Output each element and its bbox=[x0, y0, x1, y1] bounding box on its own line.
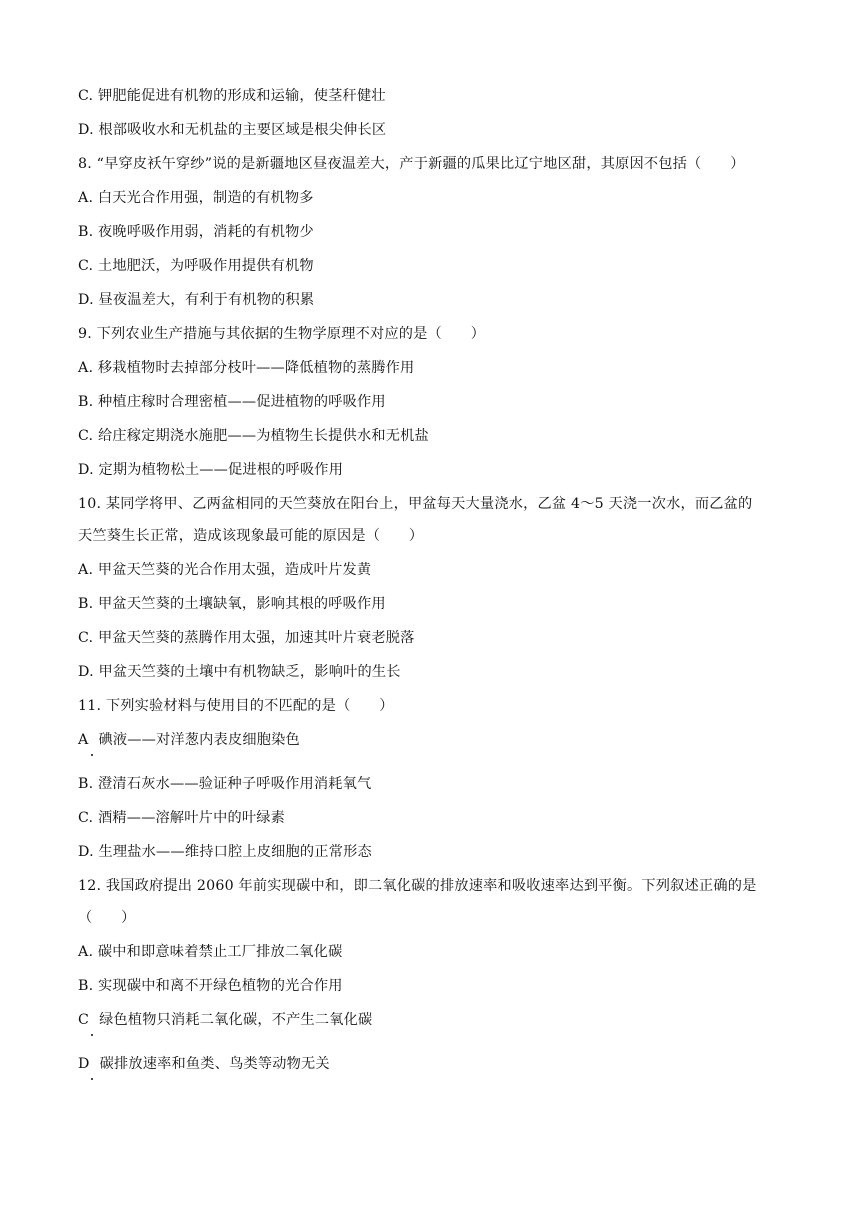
q11-option-d: D. 生理盐水——维持口腔上皮细胞的正常形态 bbox=[78, 844, 372, 860]
q9-option-c: C. 给庄稼定期浇水施肥——为植物生长提供水和无机盐 bbox=[78, 428, 429, 444]
q10-option-d: D. 甲盆天竺葵的土壤中有机物缺乏，影响叶的生长 bbox=[78, 664, 401, 680]
option-text: 碳排放速率和鱼类、鸟类等动物无关 bbox=[99, 1056, 330, 1072]
q10-option-c: C. 甲盆天竺葵的蒸腾作用太强，加速其叶片衰老脱落 bbox=[78, 630, 415, 646]
q10-stem-line2: 天竺葵生长正常，造成该现象最可能的原因是（ ） bbox=[78, 528, 424, 544]
option-letter bbox=[78, 1054, 90, 1074]
q9-stem: 9. 下列农业生产措施与其依据的生物学原理不对应的是（ ） bbox=[78, 326, 486, 342]
q12-option-b: B. 实现碳中和离不开绿色植物的光合作用 bbox=[78, 978, 343, 994]
q8-option-d: D. 昼夜温差大，有利于有机物的积累 bbox=[78, 292, 315, 308]
q12-option-c bbox=[78, 1010, 372, 1030]
option-text: 绿色植物只消耗二氧化碳，不产生二氧化碳 bbox=[99, 1012, 373, 1028]
q12-stem-line1: 12. 我国政府提出 2060 年前实现碳中和，即二氧化碳的排放速率和吸收速率达到平衡。下列叙述正确的是 bbox=[78, 878, 757, 894]
q8-option-b: B. 夜晚呼吸作用弱，消耗的有机物少 bbox=[78, 224, 314, 240]
q8-option-a: A. 白天光合作用强，制造的有机物多 bbox=[78, 190, 314, 206]
option-text: 碘液——对洋葱内表皮细胞染色 bbox=[98, 732, 300, 748]
q11-stem: 11. 下列实验材料与使用目的不匹配的是（ ） bbox=[78, 698, 394, 714]
q12-stem-line2: （ ） bbox=[78, 910, 136, 926]
q10-option-a: A. 甲盆天竺葵的光合作用太强，造成叶片发黄 bbox=[78, 562, 372, 578]
q8-option-c: C. 土地肥沃，为呼吸作用提供有机物 bbox=[78, 258, 314, 274]
prev-option-c: C. 钾肥能促进有机物的形成和运输，使茎秆健壮 bbox=[78, 88, 386, 104]
q10-stem-line1: 10. 某同学将甲、乙两盆相同的天竺葵放在阳台上，甲盆每天大量浇水，乙盆 4～5 天浇一次水，而乙盆的 bbox=[78, 496, 753, 512]
q9-option-d: D. 定期为植物松土——促进根的呼吸作用 bbox=[78, 462, 344, 478]
q10-option-b: B. 甲盆天竺葵的土壤缺氧，影响其根的呼吸作用 bbox=[78, 596, 386, 612]
option-letter-text: A bbox=[78, 732, 89, 748]
q12-option-a: A. 碳中和即意味着禁止工厂排放二氧化碳 bbox=[78, 944, 343, 960]
emphasis-dot bbox=[91, 1078, 93, 1080]
emphasis-dot bbox=[91, 1034, 93, 1036]
q11-option-a bbox=[78, 730, 300, 750]
prev-option-d: D. 根部吸收水和无机盐的主要区域是根尖伸长区 bbox=[78, 122, 387, 138]
q12-option-d bbox=[78, 1054, 330, 1074]
option-letter bbox=[78, 1010, 89, 1030]
q8-stem: 8. “早穿皮袄午穿纱”说的是新疆地区昼夜温差大，产于新疆的瓜果比辽宁地区甜，其原因不包括（ ） bbox=[78, 156, 745, 172]
option-letter bbox=[78, 730, 88, 750]
option-letter-text: C bbox=[78, 1012, 90, 1028]
emphasis-dot bbox=[91, 754, 93, 756]
option-letter-text: D bbox=[78, 1056, 90, 1072]
q11-option-b: B. 澄清石灰水——验证种子呼吸作用消耗氧气 bbox=[78, 776, 372, 792]
q9-option-b: B. 种植庄稼时合理密植——促进植物的呼吸作用 bbox=[78, 394, 386, 410]
q9-option-a: A. 移栽植物时去掉部分枝叶——降低植物的蒸腾作用 bbox=[78, 360, 415, 376]
q11-option-c: C. 酒精——溶解叶片中的叶绿素 bbox=[78, 810, 286, 826]
